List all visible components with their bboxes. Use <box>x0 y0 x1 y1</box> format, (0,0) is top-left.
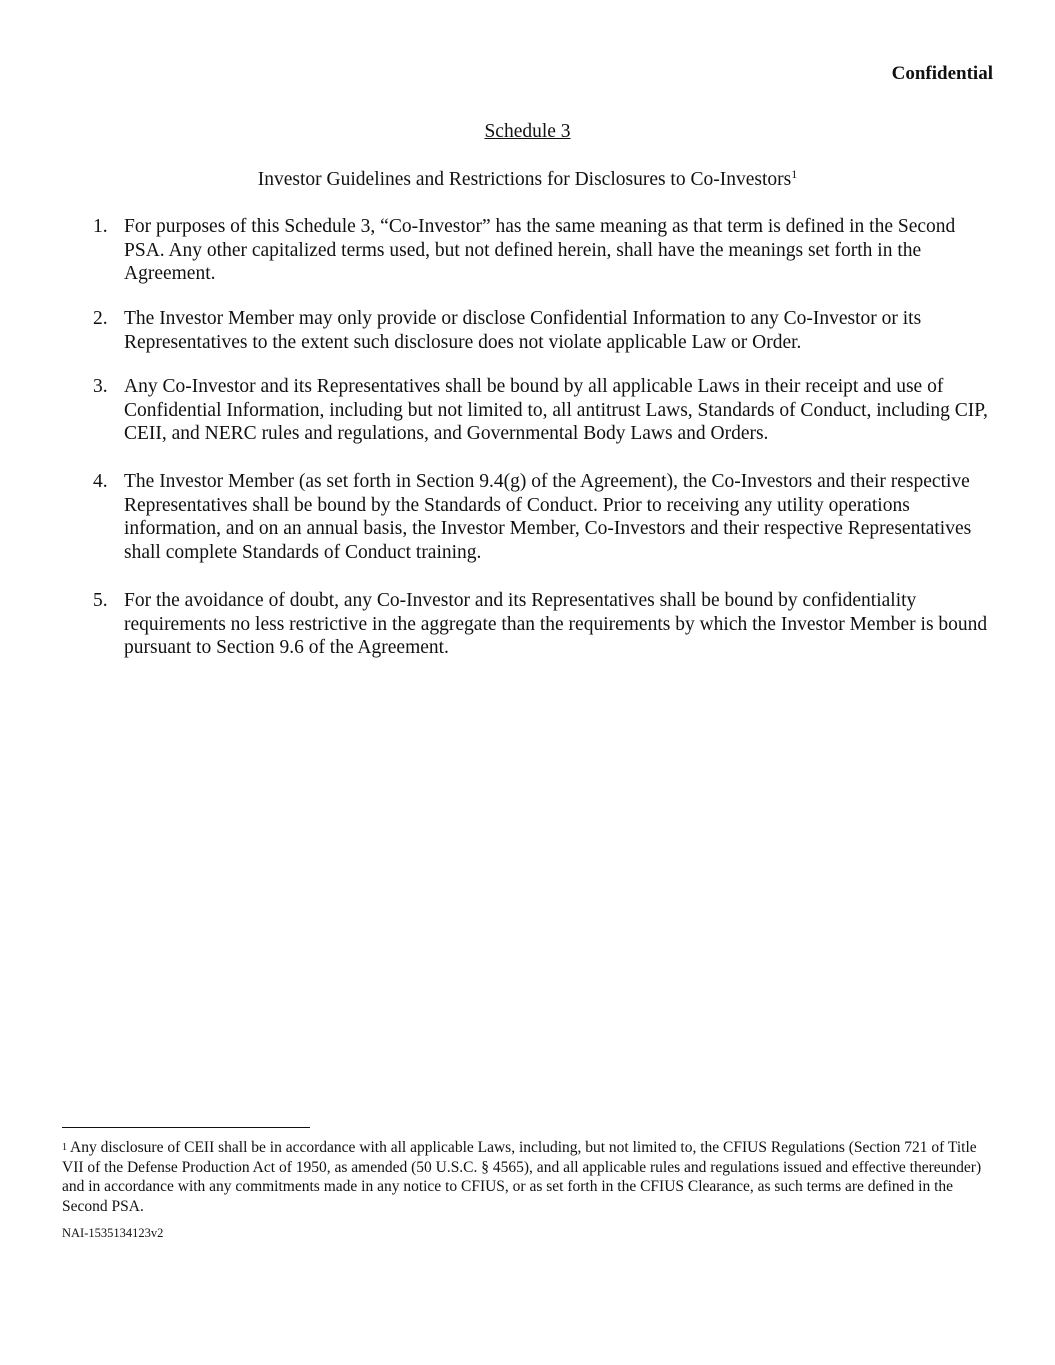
footnote <box>62 1138 997 1216</box>
item-text: The Investor Member may only provide or disclose Confidential Information to any Co-Investor or its Representatives to the extent such disclosure does not violate applicable Law or Order. <box>124 308 922 353</box>
item-text: The Investor Member (as set forth in Section 9.4(g) of the Agreement), the Co-Investors and their respective Representatives shall be bound by the Standards of Conduct. Prior to receiving any utility operations information, and on an annual basis, the Investor Member, Co-Investors and their respective Representatives shall complete Standards of Conduct training. <box>124 471 972 563</box>
document-id: NAI-1535134123v2 <box>62 1226 164 1240</box>
item-text: For purposes of this Schedule 3, “Co-Investor” has the same meaning as that term is defined in the Second PSA. Any other capitalized terms used, but not defined herein, shall have the meanings set forth in the Agreement. <box>124 216 956 284</box>
item-text: Any Co-Investor and its Representatives shall be bound by all applicable Laws in their receipt and use of Confidential Information, including but not limited to, all antitrust Laws, Standards of Conduct, including CIP, CEII, and NERC rules and regulations, and Governmental Body Laws and Orders. <box>124 376 988 444</box>
footnote-text: Any disclosure of CEII shall be in accordance with all applicable Laws, including, but not limited to, the CFIUS Regulations (Section 721 of Title VII of the Defense Production Act of 1950, as amended (50 U.S.C. § 4565), and all applicable rules and regulations issued and effective thereunder) and in accordance with any commitments made in any notice to CFIUS, or as set forth in the CFIUS Clearance, as such terms are defined in the Second PSA. <box>62 1139 982 1215</box>
item-number: 2. <box>93 308 108 329</box>
list-item <box>93 470 993 564</box>
document-subtitle <box>0 169 1055 191</box>
list-item <box>93 215 993 286</box>
item-number: 3. <box>93 376 108 397</box>
schedule-title: Schedule 3 <box>484 121 571 142</box>
item-text: For the avoidance of doubt, any Co-Investor and its Representatives shall be bound by confidentiality requirements no less restrictive in the aggregate than the requirements by which the Investor Member is bound pursuant to Section 9.6 of the Agreement. <box>124 590 988 658</box>
item-number: 1. <box>93 216 108 237</box>
footnote-marker: 1 <box>62 1142 67 1153</box>
subtitle-text: Investor Guidelines and Restrictions for Disclosures to Co-Investors <box>257 169 792 190</box>
list-item <box>93 589 993 660</box>
item-number: 4. <box>93 471 108 492</box>
list-item <box>93 375 993 446</box>
confidential-label: Confidential <box>891 63 993 84</box>
footnote-divider <box>62 1127 310 1128</box>
list-item <box>93 307 993 354</box>
item-number: 5. <box>93 590 108 611</box>
footnote-reference: 1 <box>791 167 798 181</box>
